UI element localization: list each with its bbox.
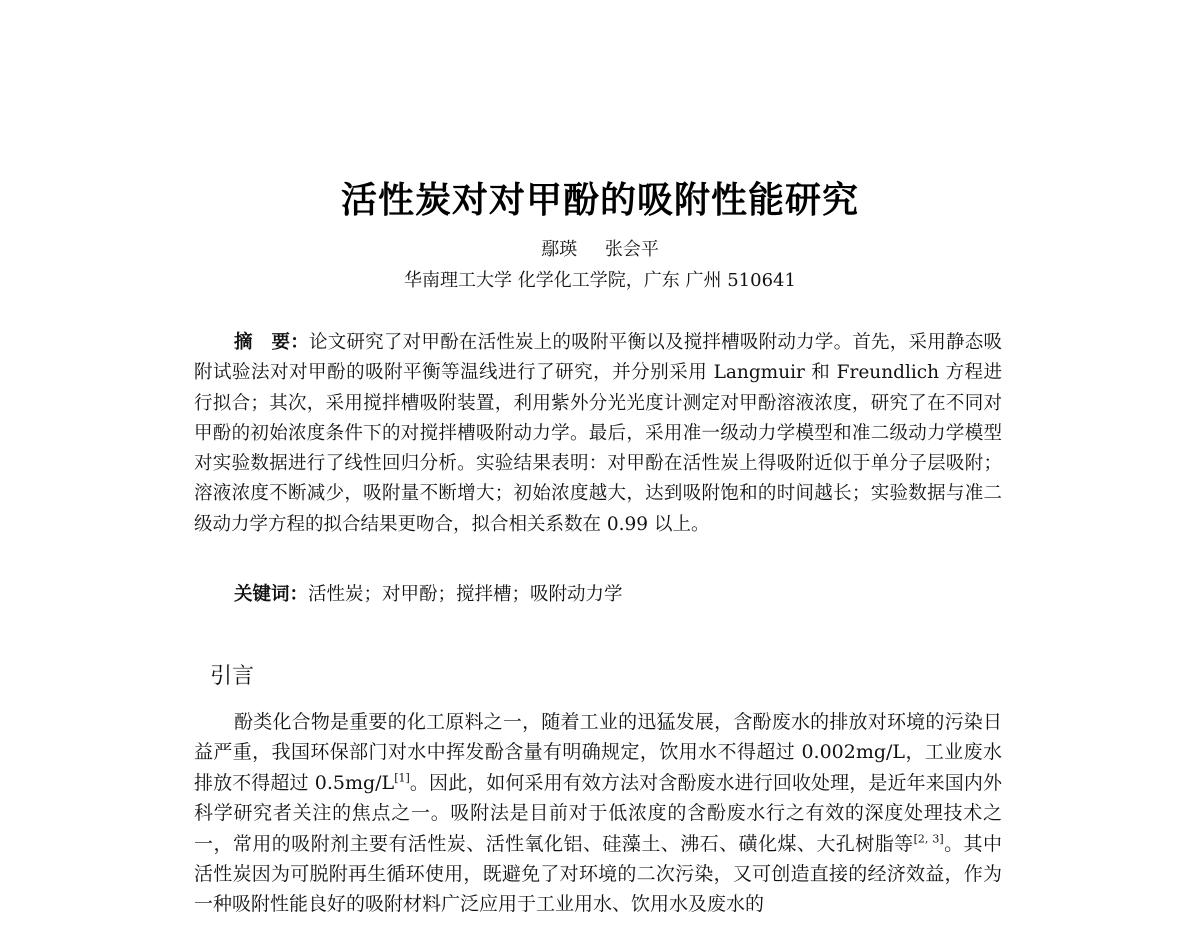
citation-ref: [2, 3]: [913, 832, 944, 846]
citation-ref: [1]: [394, 771, 410, 785]
author-name: 张会平: [604, 239, 659, 260]
abstract-label: 摘 要：: [234, 332, 309, 353]
keywords-text: 活性炭；对甲酚；搅拌槽；吸附动力学: [308, 584, 623, 605]
intro-text-3: 。其中活性炭因为可脱附再生循环使用，既避免了对环境的二次污染，又可创造直接的经济效益，作为一种吸附性能良好的吸附材料广泛应用于工业用水、饮用水及废水的: [194, 832, 1002, 916]
affiliation: 华南理工大学 化学化工学院，广东 广州 510641: [404, 270, 796, 291]
abstract-text: 论文研究了对甲酚在活性炭上的吸附平衡以及搅拌槽吸附动力学。首先，采用静态吸附试验法对对甲酚的吸附平衡等温线进行了研究，并分别采用 Langmuir 和 Freundlich 方程进行拟合；其次，采用搅拌槽吸附装置，利用紫外分光光度计测定对甲酚溶液浓度，研究了在不同对甲酚的初始浓度条件下的对搅拌槽吸附动力学。最后，采用准一级动力学模型和准二级动力学模型对实验数据进行了线性回归分析。实验结果表明：对甲酚在活性炭上得吸附近似于单分子层吸附；溶液浓度不断减少，吸附量不断增大；初始浓度越大，达到吸附饱和的时间越长；实验数据与准二级动力学方程的拟合结果更吻合，拟合相关系数在 0.99 以上。: [194, 332, 1002, 535]
keywords: [234, 580, 623, 606]
keywords-label: 关键词：: [234, 584, 309, 605]
intro-text-2: 。因此，如何采用有效方法对含酚废水进行回收处理，是近年来国内外科学研究者关注的焦点之一。吸附法是目前对于低浓度的含酚废水行之有效的深度处理技术之一，常用的吸附剂主要有活性炭、活性氧化铝、硅藻土、沸石、磺化煤、大孔树脂等: [194, 771, 1002, 855]
author-name: 鄢瑛: [541, 239, 578, 260]
section-heading: 引言: [210, 664, 255, 689]
paper-title: 活性炭对对甲酚的吸附性能研究: [340, 180, 859, 221]
abstract: [194, 328, 1002, 540]
intro-paragraph: [194, 707, 1002, 920]
author-list: [0, 235, 1200, 261]
intro-text-1: 酚类化合物是重要的化工原料之一，随着工业的迅猛发展，含酚废水的排放对环境的污染日益严重，我国环保部门对水中挥发酚含量有明确规定，饮用水不得超过 0.002mg/L，工业废水排放不得超过 0.5mg/L: [194, 711, 1002, 794]
